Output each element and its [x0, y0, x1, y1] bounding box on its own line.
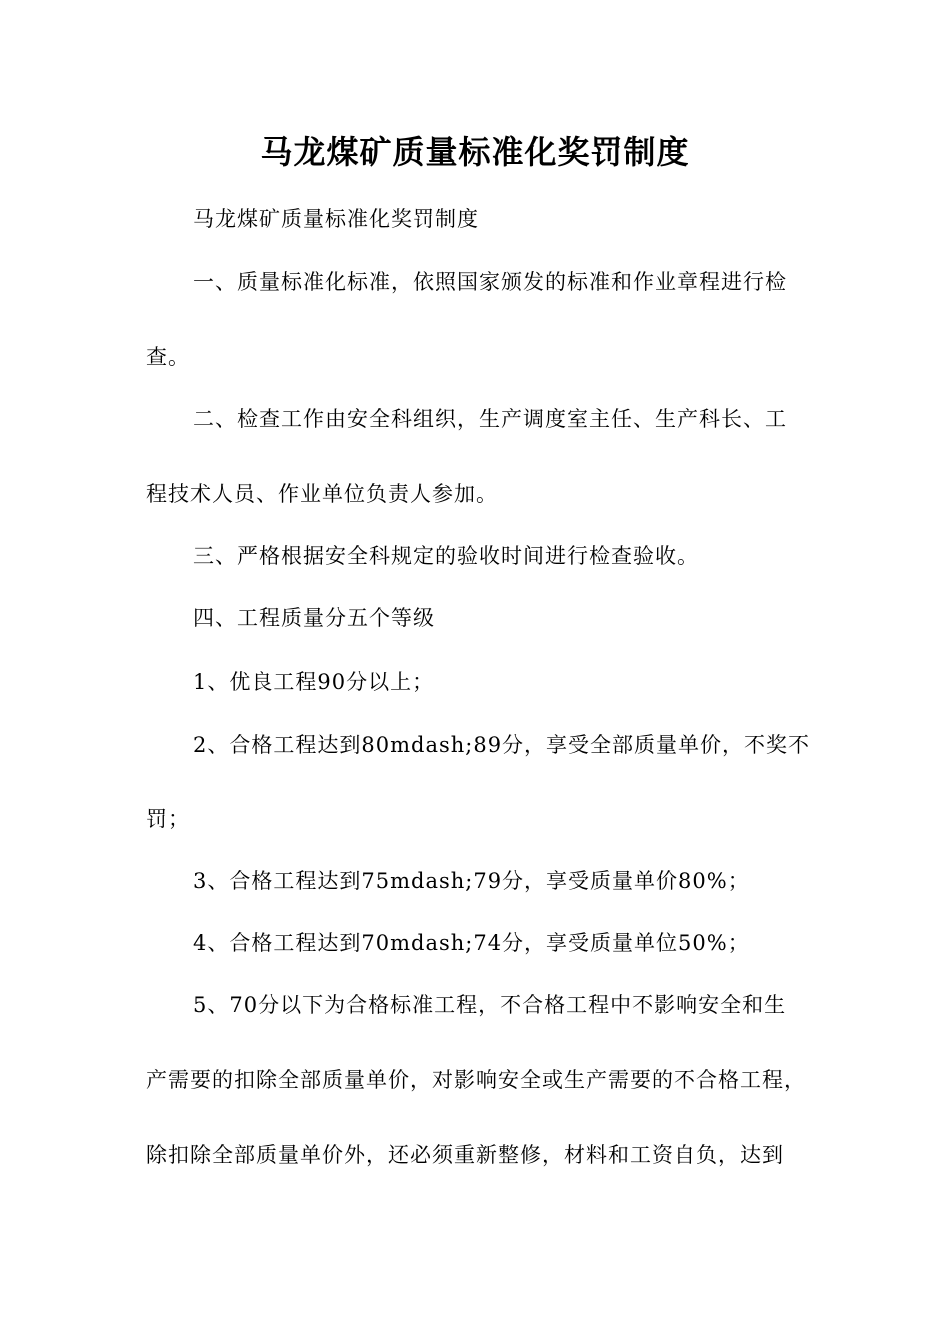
- document-title: 马龙煤矿质量标准化奖罚制度: [260, 133, 690, 171]
- doc-line-grade-2: 2、合格工程达到80mdash;89分，享受全部质量单价，不奖不: [193, 733, 811, 757]
- doc-line-grade-1: 1、优良工程90分以上；: [193, 670, 435, 694]
- doc-line-section-2: 二、检查工作由安全科组织，生产调度室主任、生产科长、工: [193, 407, 787, 431]
- doc-line-section-1-cont: 查。: [146, 345, 190, 369]
- doc-line-grade-4: 4、合格工程达到70mdash;74分，享受质量单位50%；: [193, 931, 750, 955]
- doc-line-section-2-cont: 程技术人员、作业单位负责人参加。: [146, 482, 498, 506]
- doc-line-subtitle: 马龙煤矿质量标准化奖罚制度: [193, 207, 479, 231]
- doc-line-grade-3: 3、合格工程达到75mdash;79分，享受质量单价80%；: [193, 869, 750, 893]
- doc-line-grade-5: 5、70分以下为合格标准工程，不合格工程中不影响安全和生: [193, 993, 787, 1017]
- doc-line-grade-2-cont: 罚；: [146, 807, 190, 831]
- doc-line-section-4: 四、工程质量分五个等级: [193, 606, 435, 630]
- doc-line-section-3: 三、严格根据安全科规定的验收时间进行检查验收。: [193, 544, 699, 568]
- doc-line-section-1: 一、质量标准化标准，依照国家颁发的标准和作业章程进行检: [193, 270, 787, 294]
- doc-line-grade-5-cont-2: 除扣除全部质量单价外，还必须重新整修，材料和工资自负，达到: [146, 1143, 784, 1167]
- doc-line-grade-5-cont-1: 产需要的扣除全部质量单价，对影响安全或生产需要的不合格工程，: [146, 1068, 806, 1092]
